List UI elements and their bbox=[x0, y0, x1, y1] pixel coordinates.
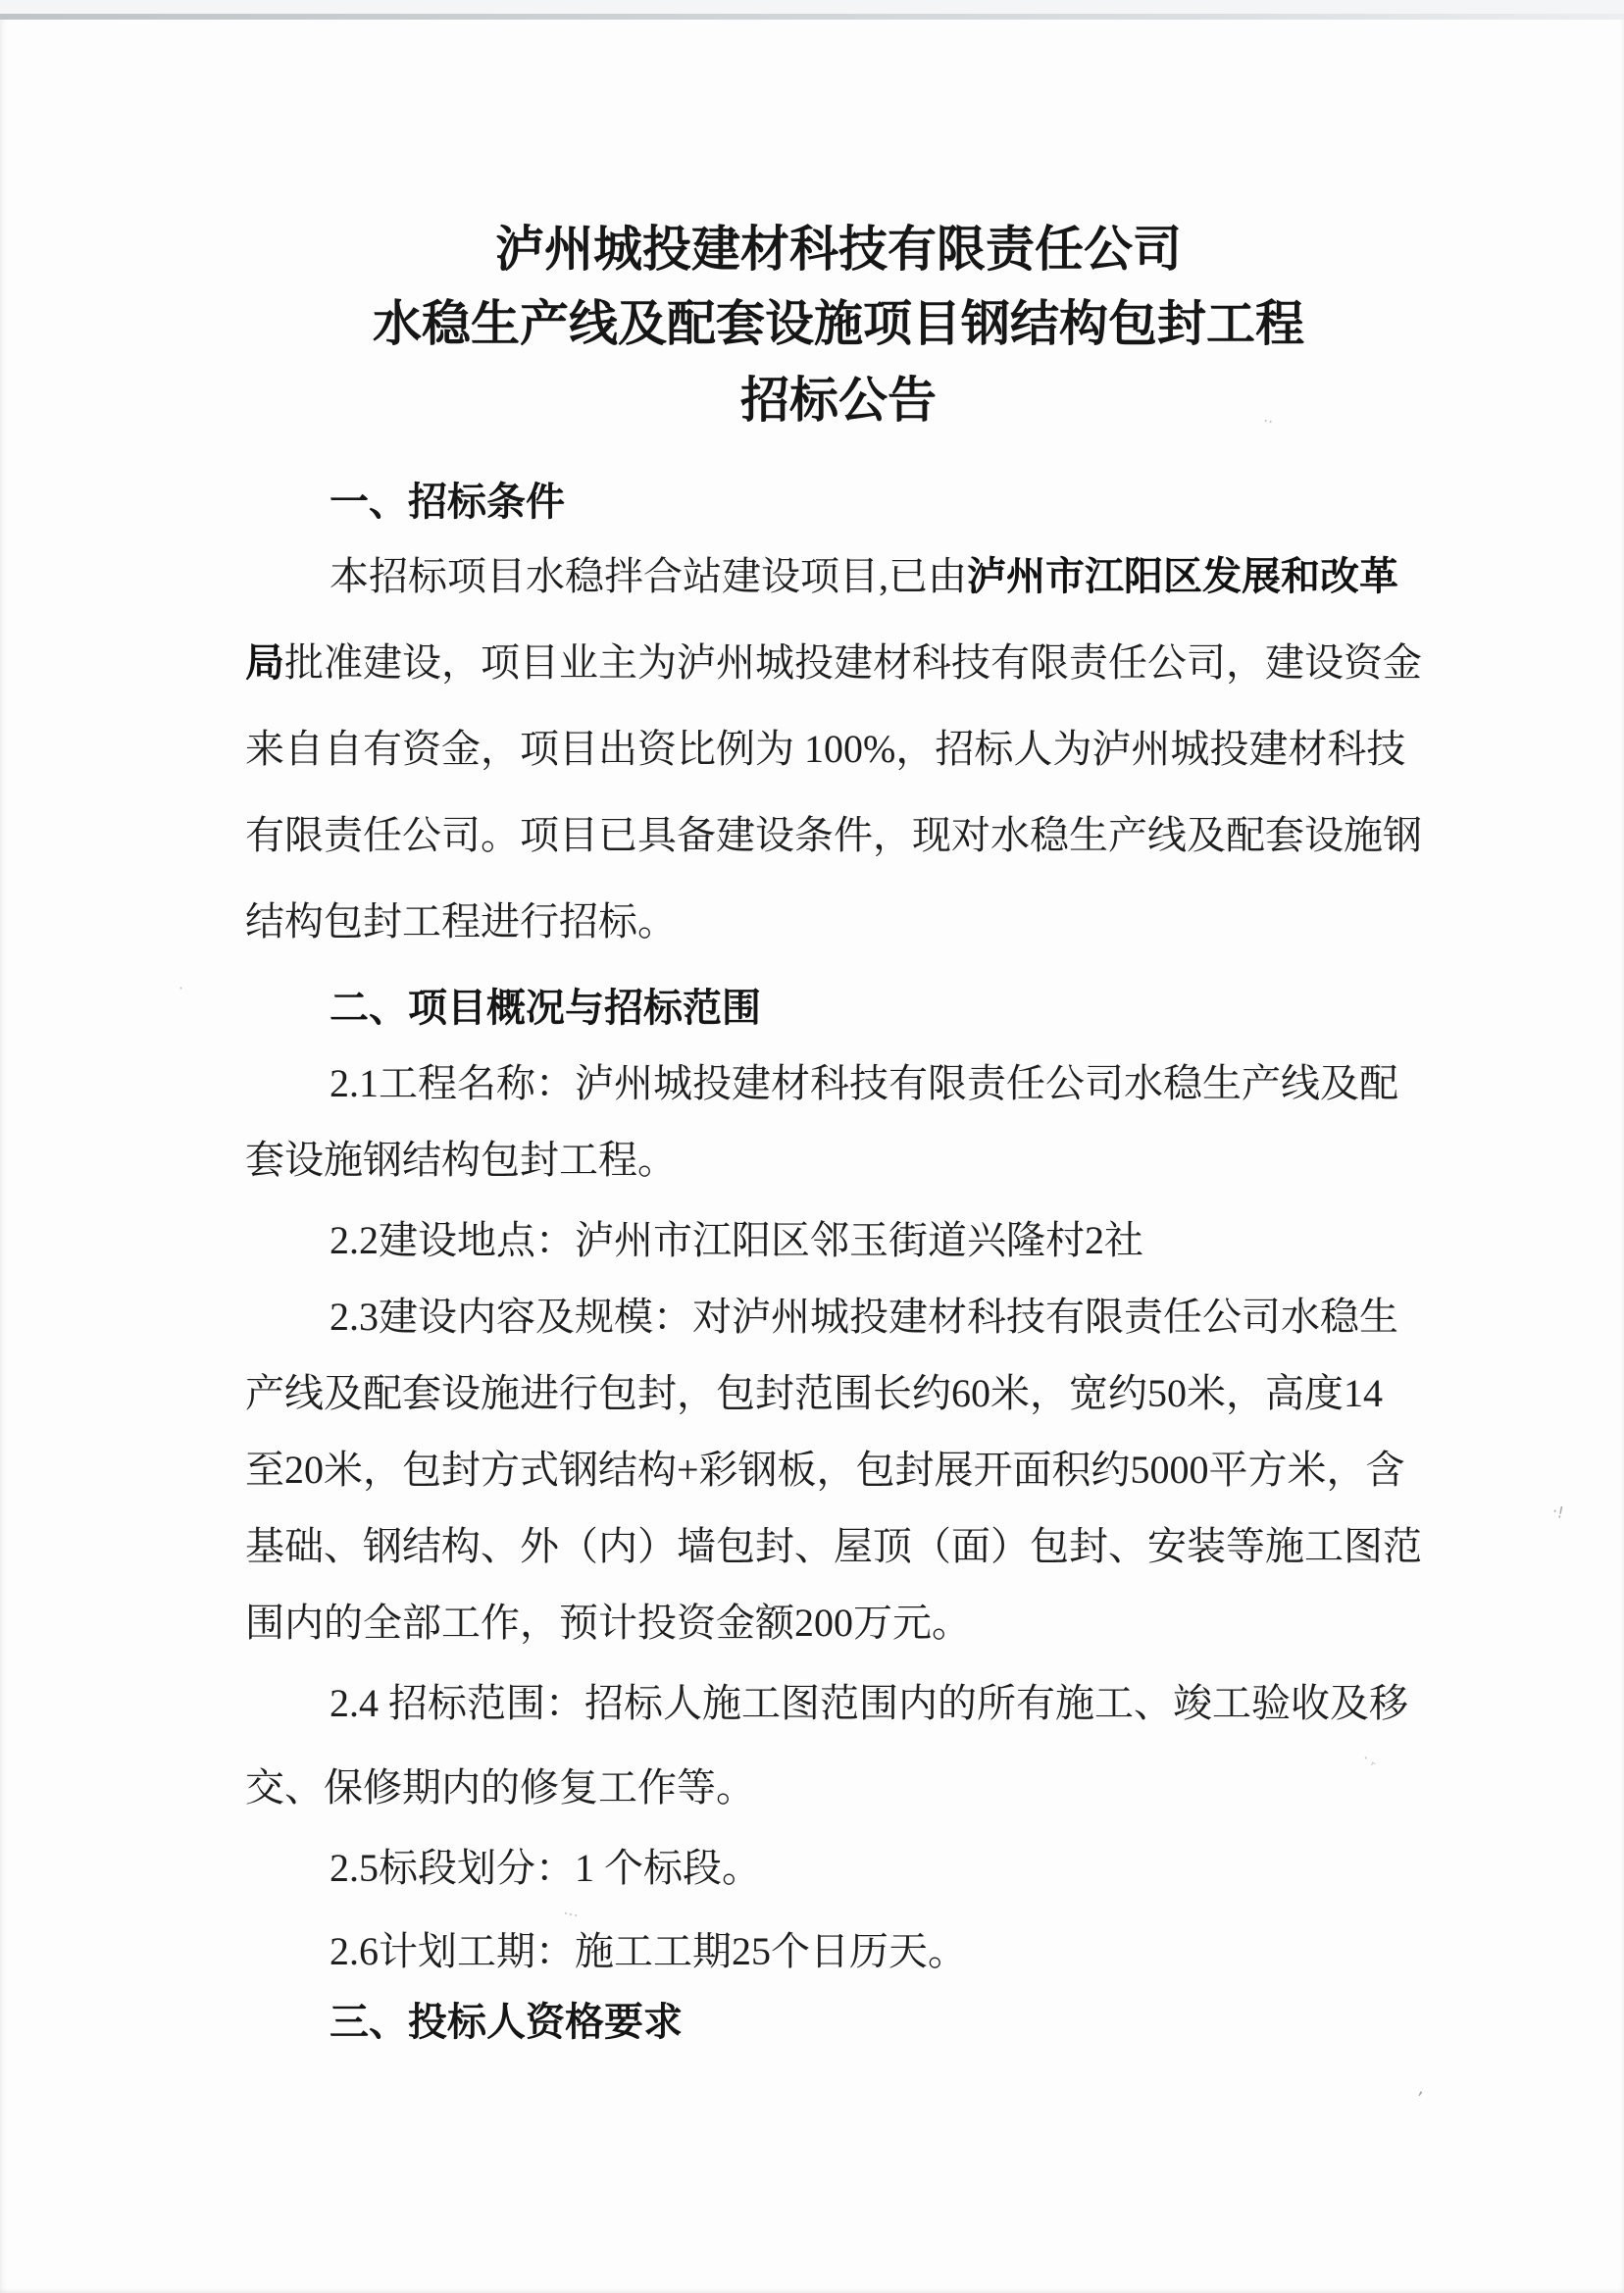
section-3-heading: 三、投标人资格要求 bbox=[330, 2001, 683, 2044]
document-title-block bbox=[245, 218, 1432, 432]
text-run: 批准建设，项目业主为泸州城投建材科技有限责任公司，建设资金 bbox=[284, 640, 1422, 685]
item-2-3-scope-and-scale bbox=[245, 1279, 1432, 1661]
item-2-5-lot-division bbox=[245, 1830, 1432, 1907]
item-2-4-bidding-scope bbox=[245, 1661, 1432, 1830]
text-line bbox=[245, 534, 1432, 620]
text-line: 产线及配套设施进行包封，包封范围长约60米，宽约50米，高度14 bbox=[245, 1371, 1383, 1415]
bold-text-run: 局 bbox=[245, 641, 284, 685]
text-line: 2.5标段划分：1 个标段。 bbox=[330, 1846, 761, 1890]
bold-text-run: 泸州市江阳区发展和改革 bbox=[967, 555, 1398, 598]
text-line: 结构包封工程进行招标。 bbox=[245, 899, 677, 943]
text-line: 交、保修期内的修复工作等。 bbox=[245, 1765, 755, 1809]
document-title-line-2: 水稳生产线及配套设施项目钢结构包封工程 bbox=[373, 296, 1304, 351]
scan-artifact: · bbox=[177, 978, 186, 998]
section-2-heading: 二、项目概况与招标范围 bbox=[330, 987, 761, 1030]
text-line: 套设施钢结构包封工程。 bbox=[245, 1138, 677, 1182]
scan-artifact: … bbox=[562, 1899, 582, 1921]
text-line: 来自自有资金，项目出资比例为 100%，招标人为泸州城投建材科技 bbox=[245, 727, 1406, 771]
scan-artifact: ·! bbox=[1550, 1502, 1566, 1522]
scan-artifact: ·· bbox=[1261, 411, 1276, 432]
section-1-heading: 一、招标条件 bbox=[330, 481, 565, 524]
text-line: 2.6计划工期：施工工期25个日历天。 bbox=[330, 1929, 967, 1973]
text-run: 本招标项目水稳拌合站建设项目,已由 bbox=[330, 554, 967, 598]
section-1-paragraph bbox=[245, 534, 1432, 965]
text-line: 2.2建设地点：泸州市江阳区邻玉街道兴隆村2社 bbox=[330, 1218, 1143, 1262]
scan-artifact: ·‸ bbox=[1360, 1746, 1377, 1768]
text-line: 围内的全部工作，预计投资金额200万元。 bbox=[245, 1601, 971, 1645]
document-content bbox=[245, 0, 1432, 2050]
text-line: 有限责任公司。项目已具备建设条件，现对水稳生产线及配套设施钢 bbox=[245, 813, 1422, 857]
item-2-1-project-name bbox=[245, 1045, 1432, 1198]
text-line: 至20米，包封方式钢结构+彩钢板，包封展开面积约5000平方米，含 bbox=[245, 1448, 1405, 1492]
text-line bbox=[245, 620, 1432, 706]
scan-artifact: ’ bbox=[1413, 2086, 1425, 2112]
item-2-2-location bbox=[245, 1202, 1432, 1279]
text-line: 2.1工程名称：泸州城投建材科技有限责任公司水稳生产线及配 bbox=[330, 1061, 1398, 1105]
text-line: 2.3建设内容及规模：对泸州城投建材科技有限责任公司水稳生 bbox=[330, 1295, 1398, 1339]
document-title-line-3: 招标公告 bbox=[740, 373, 937, 428]
text-line: 2.4 招标范围：招标人施工图范围内的所有施工、竣工验收及移 bbox=[330, 1681, 1408, 1725]
text-line: 基础、钢结构、外（内）墙包封、屋顶（面）包封、安装等施工图范 bbox=[245, 1524, 1422, 1568]
document-title-line-1: 泸州城投建材科技有限责任公司 bbox=[495, 222, 1182, 277]
item-2-6-planned-duration bbox=[245, 1913, 1432, 1990]
